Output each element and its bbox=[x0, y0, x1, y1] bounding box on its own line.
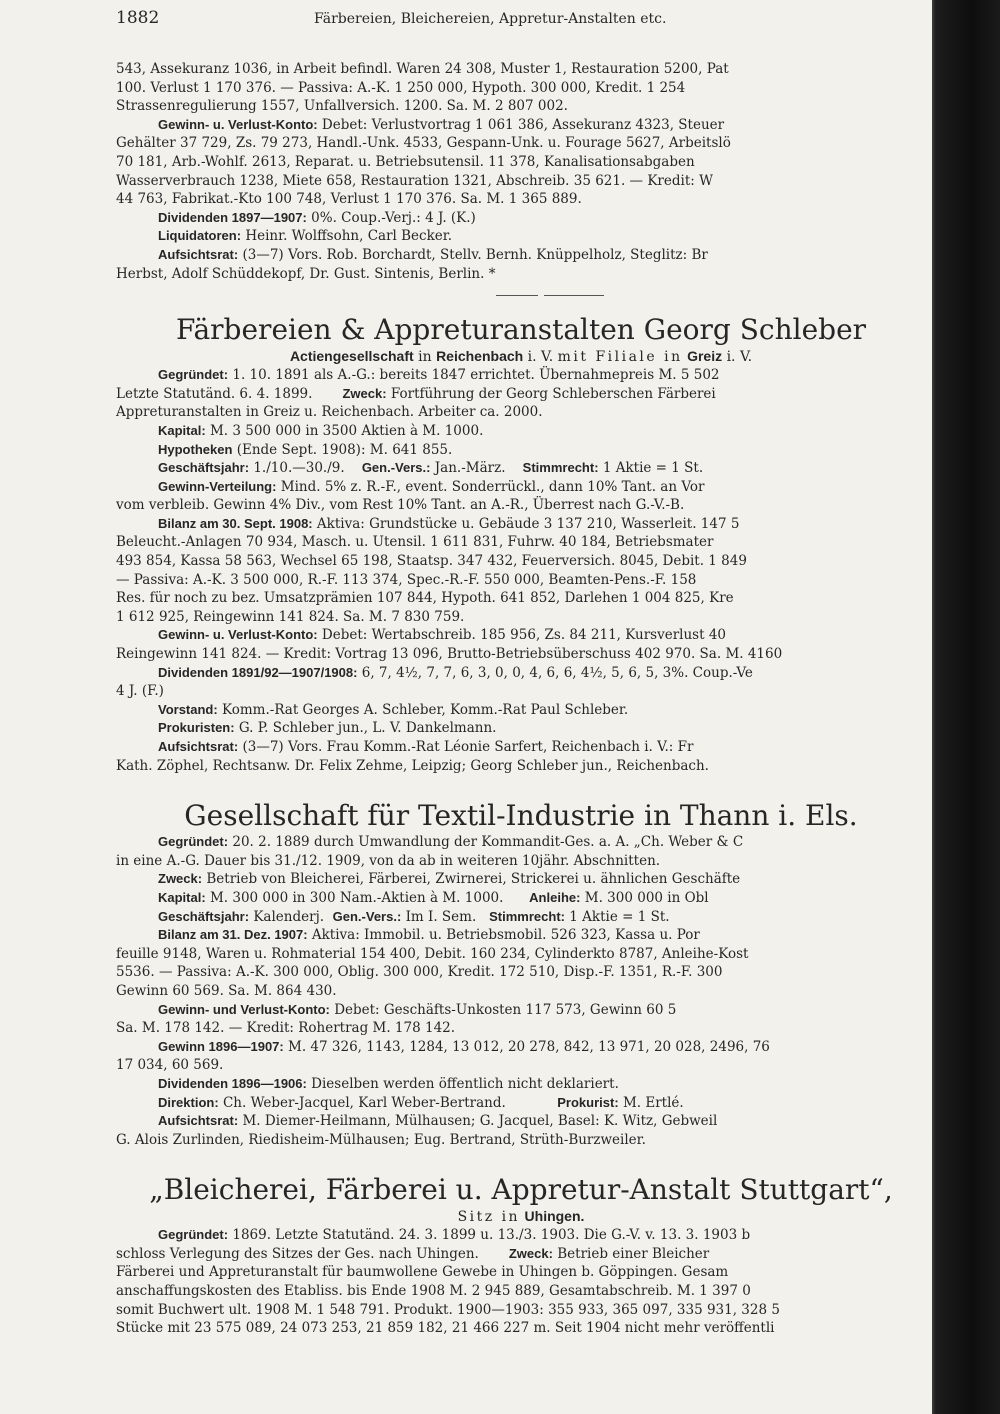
text-line: Bilanz am 31. Dez. 1907: Aktiva: Immobil. u. Betriebsmobil. 526 323, Kassa u. Por bbox=[158, 927, 700, 944]
text-line: Gewinn- und Verlust-Konto: Debet: Geschäfts-Unkosten 117 573, Gewinn 60 5 bbox=[158, 1001, 677, 1018]
field-label: Aufsichtsrat: bbox=[158, 246, 239, 262]
text-line: Liquidatoren: Heinr. Wolffsohn, Carl Becker. bbox=[158, 228, 453, 245]
page-number: 1882 bbox=[116, 8, 160, 28]
text-line: Dividenden 1897—1907: 0%. Coup.-Verj.: 4 J. (K.) bbox=[158, 209, 476, 226]
text-line: Zweck: Betrieb von Bleicherei, Färberei, Zwirnerei, Strickerei u. ähnlichen Geschäfte bbox=[158, 871, 741, 888]
text-line: Geschäftsjahr: 1./10.—30./9. Gen.-Vers.: Jan.-März. Stimmrecht: 1 Aktie = 1 St. bbox=[158, 460, 704, 477]
field-label: Dividenden 1897—1907: bbox=[158, 209, 307, 225]
text-line: in eine A.-G. Dauer bis 31./12. 1909, von da ab in weiteren 10jähr. Abschnitten. bbox=[116, 852, 661, 869]
running-title: Färbereien, Bleichereien, Appretur-Anstalten etc. bbox=[314, 11, 667, 27]
field-label: Gewinn- u. Verlust-Konto: bbox=[158, 116, 318, 132]
text-line: Herbst, Adolf Schüddekopf, Dr. Gust. Sintenis, Berlin. * bbox=[116, 265, 496, 282]
company-title: „Bleicherei, Färberei u. Appretur-Anstalt Stuttgart“, bbox=[149, 1173, 893, 1207]
text-line: Stücke mit 23 575 089, 24 073 253, 21 859 182, 21 466 227 m. Seit 1904 nicht mehr veröffentli bbox=[116, 1320, 775, 1337]
text-line: 543, Assekuranz 1036, in Arbeit befindl. Waren 24 308, Muster 1, Restauration 5200, Pat bbox=[116, 61, 729, 77]
company-title: Färbereien & Appreturanstalten Georg Schleber bbox=[175, 313, 867, 347]
text-line: Reingewinn 141 824. — Kredit: Vortrag 13 096, Brutto-Betriebsüberschuss 402 970. Sa. M. 4160 bbox=[116, 646, 783, 663]
text-line: anschaffungskosten des Etabliss. bis Ende 1908 M. 2 945 889, Gesamtabschreib. M. 1 397 0 bbox=[116, 1283, 751, 1300]
text-line: Gegründet: 1869. Letzte Statutänd. 24. 3. 1899 u. 13./3. 1903. Die G.-V. v. 13. 3. 1903 b bbox=[158, 1227, 751, 1244]
text-line: Hypotheken (Ende Sept. 1908): M. 641 855. bbox=[158, 441, 453, 458]
text-column bbox=[116, 60, 926, 1338]
text-line: Strassenregulierung 1557, Unfallversich. 1200. Sa. M. 2 807 002. bbox=[116, 98, 568, 115]
text-line: Prokuristen: G. P. Schleber jun., L. V. Dankelmann. bbox=[158, 720, 497, 737]
text-line: Gewinn- u. Verlust-Konto: Debet: Verlustvortrag 1 061 386, Assekuranz 4323, Steuer bbox=[158, 116, 725, 133]
text-line: Bilanz am 30. Sept. 1908: Aktiva: Grundstücke u. Gebäude 3 137 210, Wasserleit. 147 5 bbox=[158, 515, 740, 532]
company-title: Gesellschaft für Textil-Industrie in Thann i. Els. bbox=[184, 799, 858, 833]
text-line: 44 763, Fabrikat.-Kto 100 748, Verlust 1 170 376. Sa. M. 1 365 889. bbox=[116, 191, 582, 208]
text-line: Kath. Zöphel, Rechtsanw. Dr. Felix Zehme, Leipzig; Georg Schleber jun., Reichenbach. bbox=[116, 757, 709, 774]
text-line: Aufsichtsrat: M. Diemer-Heilmann, Mülhausen; G. Jacquel, Basel: K. Witz, Gebweil bbox=[158, 1113, 718, 1130]
company-subtitle: Actiengesellschaft in Reichenbach i. V. mit Filiale in Greiz i. V. bbox=[289, 348, 753, 366]
text-line: somit Buchwert ult. 1908 M. 1 548 791. Produkt. 1900—1903: 355 933, 365 097, 335 931, 328 5 bbox=[116, 1301, 780, 1318]
text-line: Gewinn- u. Verlust-Konto: Debet: Wertabschreib. 185 956, Zs. 84 211, Kursverlust 40 bbox=[158, 627, 727, 644]
text-line: Vorstand: Komm.-Rat Georges A. Schleber, Komm.-Rat Paul Schleber. bbox=[158, 701, 629, 718]
text-line: Wasserverbrauch 1238, Miete 658, Restauration 1321, Abschreib. 35 621. — Kredit: W bbox=[116, 172, 713, 189]
text-line: 70 181, Arb.-Wohlf. 2613, Reparat. u. Betriebsutensil. 11 378, Kanalisationsabgaben bbox=[116, 153, 695, 170]
text-line: vom verbleib. Gewinn 4% Div., vom Rest 10% Tant. an A.-R., Überrest nach G.-V.-B. bbox=[116, 497, 685, 514]
entry-stuttgart bbox=[116, 1173, 926, 1338]
text-line: Kapital: M. 300 000 in 300 Nam.-Aktien à M. 1000. Anleihe: M. 300 000 in Obl bbox=[158, 889, 709, 906]
text-line: Gewinn 60 569. Sa. M. 864 430. bbox=[116, 982, 337, 999]
text-line: G. Alois Zurlinden, Riedisheim-Mülhausen; Eug. Bertrand, Strüth-Burzweiler. bbox=[116, 1131, 646, 1148]
text-line: 100. Verlust 1 170 376. — Passiva: A.-K. 1 250 000, Hypoth. 300 000, Kredit. 1 254 bbox=[116, 79, 686, 96]
entry-schleber bbox=[116, 313, 926, 775]
text-line: — Passiva: A.-K. 3 500 000, R.-F. 113 374, Spec.-R.-F. 550 000, Beamten-Pens.-F. 158 bbox=[116, 571, 697, 588]
text-line: Geschäftsjahr: Kalenderj. Gen.-Vers.: Im I. Sem. Stimmrecht: 1 Aktie = 1 St. bbox=[158, 908, 670, 925]
text-line: 1 612 925, Reingewinn 141 824. Sa. M. 7 830 759. bbox=[116, 608, 465, 625]
text-line: Appreturanstalten in Greiz u. Reichenbach. Arbeiter ca. 2000. bbox=[116, 404, 543, 421]
text-line: 4 J. (F.) bbox=[116, 683, 164, 700]
text-line: Letzte Statutänd. 6. 4. 1899. Zweck: Fortführung der Georg Schleberschen Färberei bbox=[116, 385, 716, 402]
text-line: Direktion: Ch. Weber-Jacquel, Karl Weber-Bertrand. Prokurist: M. Ertlé. bbox=[158, 1094, 684, 1111]
text-line: Dividenden 1891/92—1907/1908: 6, 7, 4½, 7, 7, 6, 3, 0, 0, 4, 6, 6, 4½, 5, 6, 5, 3%. Coup.-Ve bbox=[158, 664, 753, 681]
text-line: 493 854, Kassa 58 563, Wechsel 65 198, Staatsp. 347 432, Feuerversich. 8045, Debit. 1 849 bbox=[116, 553, 747, 570]
running-header bbox=[116, 8, 926, 34]
spacer bbox=[116, 775, 926, 795]
text-line: 17 034, 60 569. bbox=[116, 1057, 224, 1074]
company-subtitle: Sitz in Uhingen. bbox=[457, 1208, 585, 1226]
text-line: Färberei und Appreturanstalt für baumwollene Gewebe in Uhingen b. Göppingen. Gesam bbox=[116, 1264, 729, 1281]
text-line: Gegründet: 20. 2. 1889 durch Umwandlung der Kommandit-Ges. a. A. „Ch. Weber & C bbox=[158, 834, 744, 851]
text-line: Kapital: M. 3 500 000 in 3500 Aktien à M. 1000. bbox=[158, 422, 484, 439]
text-line: Gegründet: 1. 10. 1891 als A.-G.: bereits 1847 errichtet. Übernahmepreis M. 5 502 bbox=[158, 367, 720, 384]
text-line: feuille 9148, Waren u. Rohmaterial 154 400, Debit. 160 234, Cylinderkto 8787, Anleihe-Kost bbox=[116, 945, 749, 962]
text-line: schloss Verlegung des Sitzes der Ges. nach Uhingen. Zweck: Betrieb einer Bleicher bbox=[116, 1245, 710, 1262]
text-line: Aufsichtsrat: (3—7) Vors. Rob. Borchardt, Stellv. Bernh. Knüppelholz, Steglitz: Br bbox=[158, 246, 708, 263]
scan-dark-edge bbox=[932, 0, 1000, 1414]
text-line: Sa. M. 178 142. — Kredit: Rohertrag M. 178 142. bbox=[116, 1020, 456, 1037]
text-line: Gewinn-Verteilung: Mind. 5% z. R.-F., event. Sonderrückl., dann 10% Tant. an Vor bbox=[158, 478, 705, 495]
text-line: Gehälter 37 729, Zs. 79 273, Handl.-Unk. 4533, Gespann-Unk. u. Fourage 5627, Arbeitslö bbox=[116, 135, 731, 152]
text-line: Gewinn 1896—1907: M. 47 326, 1143, 1284, 13 012, 20 278, 842, 13 971, 20 028, 2496, 76 bbox=[158, 1038, 770, 1055]
field-label: Liquidatoren: bbox=[158, 228, 242, 244]
entry-continuation bbox=[116, 60, 926, 283]
spacer bbox=[116, 1149, 926, 1169]
text-line: Aufsichtsrat: (3—7) Vors. Frau Komm.-Rat Léonie Sarfert, Reichenbach i. V.: Fr bbox=[158, 739, 694, 755]
text-line: Beleucht.-Anlagen 70 934, Masch. u. Utensil. 1 611 831, Fuhrw. 40 184, Betriebsmater bbox=[116, 534, 714, 551]
text-line: Res. für noch zu bez. Umsatzprämien 107 844, Hypoth. 641 852, Darlehen 1 004 825, Kre bbox=[116, 590, 734, 607]
section-divider bbox=[116, 283, 926, 309]
entry-thann bbox=[116, 799, 926, 1149]
text-line: 5536. — Passiva: A.-K. 300 000, Oblig. 300 000, Kredit. 172 510, Disp.-F. 1351, R.-F. 300 bbox=[116, 964, 723, 981]
text-line: Dividenden 1896—1906: Dieselben werden öffentlich nicht deklariert. bbox=[158, 1075, 619, 1092]
